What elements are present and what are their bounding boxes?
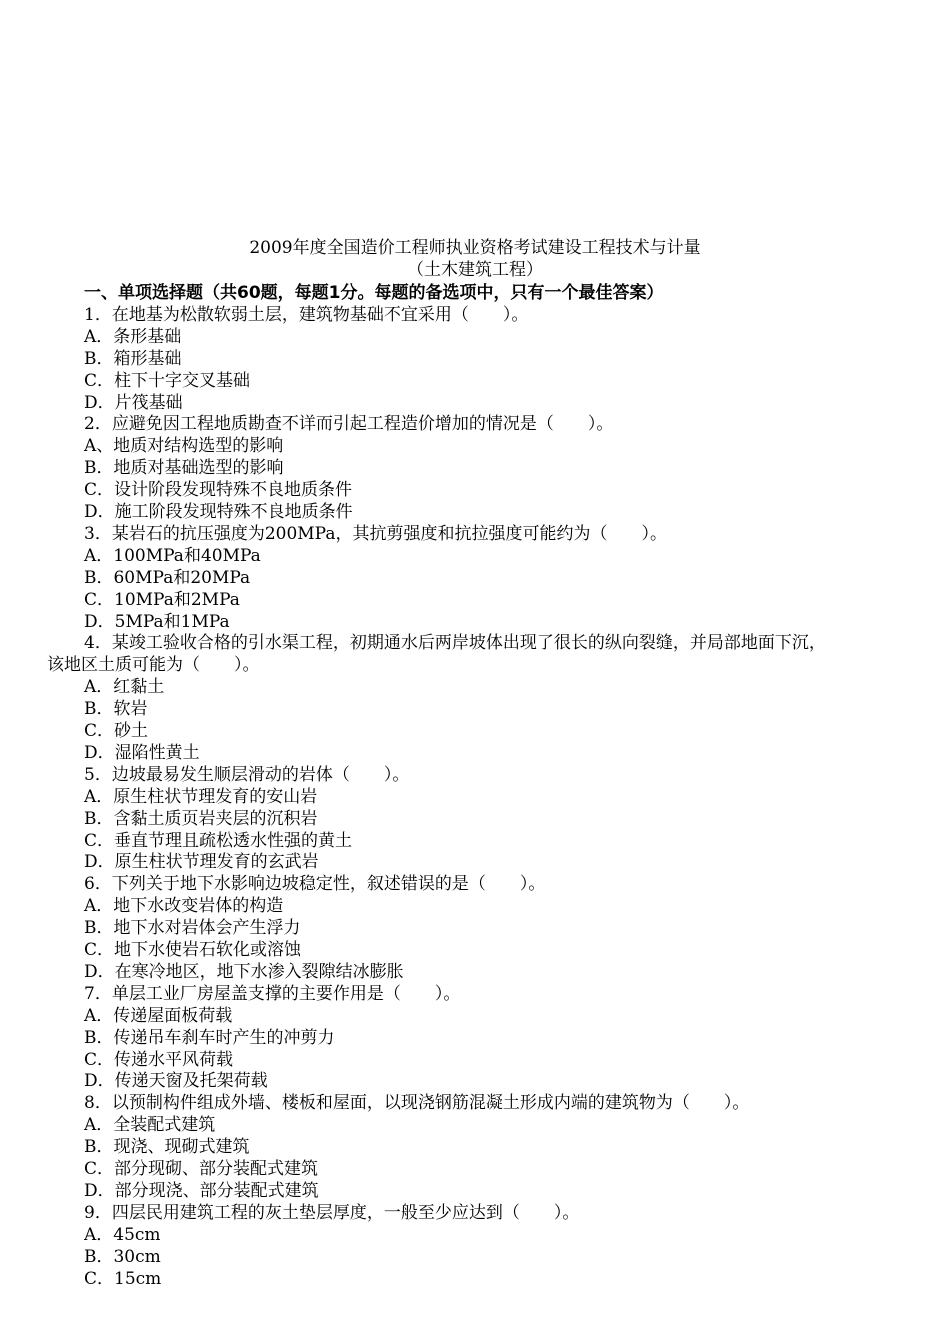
answer-option: D．施工阶段发现特殊不良地质条件: [84, 502, 353, 522]
question-line: 9．四层民用建筑工程的灰土垫层厚度，一般至少应达到（ ）。: [84, 1203, 580, 1223]
question-line: 1．在地基为松散软弱土层，建筑物基础不宜采用（ ）。: [84, 305, 529, 325]
document-subtitle: （土木建筑工程）: [407, 260, 543, 280]
answer-option: C．砂土: [84, 721, 149, 741]
question-line: 6．下列关于地下水影响边坡稳定性，叙述错误的是（ ）。: [84, 874, 546, 894]
answer-option: D．部分现浇、部分装配式建筑: [84, 1181, 319, 1201]
answer-option: A．传递屋面板荷载: [84, 1006, 233, 1026]
answer-option: D．传递天窗及托架荷载: [84, 1071, 268, 1091]
document-title: 2009年度全国造价工程师执业资格考试建设工程技术与计量: [249, 238, 701, 258]
answer-option: A．原生柱状节理发育的安山岩: [84, 787, 318, 807]
answer-option: A．45cm: [84, 1225, 161, 1245]
answer-option: B．箱形基础: [84, 349, 182, 369]
answer-option: A．条形基础: [84, 327, 182, 347]
answer-option: C．传递水平风荷载: [84, 1050, 234, 1070]
question-line: 该地区土质可能为（ ）。: [47, 655, 260, 675]
answer-option: C．地下水使岩石软化或溶蚀: [84, 940, 302, 960]
section-heading: 一、单项选择题（共60题，每题1分。每题的备选项中，只有一个最佳答案）: [84, 283, 664, 303]
answer-option: C．柱下十字交叉基础: [84, 371, 251, 391]
answer-option: C．部分现砌、部分装配式建筑: [84, 1159, 319, 1179]
answer-option: D．原生柱状节理发育的玄武岩: [84, 852, 319, 872]
answer-option: B．现浇、现砌式建筑: [84, 1137, 250, 1157]
answer-option: B．地质对基础选型的影响: [84, 458, 284, 478]
answer-option: B．含黏土质页岩夹层的沉积岩: [84, 809, 318, 829]
answer-option: D．在寒冷地区，地下水渗入裂隙结冰膨胀: [84, 962, 404, 982]
question-line: 7．单层工业厂房屋盖支撑的主要作用是（ ）。: [84, 984, 461, 1004]
answer-option: A．地下水改变岩体的构造: [84, 896, 284, 916]
question-line: 4．某竣工验收合格的引水渠工程，初期通水后两岸坡体出现了很长的纵向裂缝，并局部地面下沉，: [84, 633, 826, 653]
question-line: 5．边坡最易发生顺层滑动的岩体（ ）。: [84, 765, 410, 785]
answer-option: B．地下水对岩体会产生浮力: [84, 918, 301, 938]
answer-option: A．100MPa和40MPa: [84, 546, 261, 566]
answer-option: A、地质对结构选型的影响: [84, 436, 284, 456]
answer-option: C．垂直节理且疏松透水性强的黄土: [84, 831, 353, 851]
answer-option: C．10MPa和2MPa: [84, 590, 240, 610]
answer-option: B．30cm: [84, 1247, 161, 1267]
answer-option: B．传递吊车刹车时产生的冲剪力: [84, 1028, 335, 1048]
answer-option: D．片筏基础: [84, 393, 183, 413]
answer-option: C．设计阶段发现特殊不良地质条件: [84, 480, 353, 500]
answer-option: A．全装配式建筑: [84, 1115, 216, 1135]
answer-option: C．15cm: [84, 1269, 162, 1289]
answer-option: B．60MPa和20MPa: [84, 568, 251, 588]
answer-option: D．5MPa和1MPa: [84, 612, 230, 632]
answer-option: A．红黏土: [84, 677, 165, 697]
question-line: 8．以预制构件组成外墙、楼板和屋面，以现浇钢筋混凝土形成内端的建筑物为（ ）。: [84, 1093, 750, 1113]
answer-option: D．湿陷性黄土: [84, 743, 200, 763]
question-line: 2．应避免因工程地质勘查不详而引起工程造价增加的情况是（ ）。: [84, 414, 614, 434]
question-line: 3．某岩石的抗压强度为200MPa，其抗剪强度和抗拉强度可能约为（ ）。: [84, 524, 667, 544]
answer-option: B．软岩: [84, 699, 148, 719]
